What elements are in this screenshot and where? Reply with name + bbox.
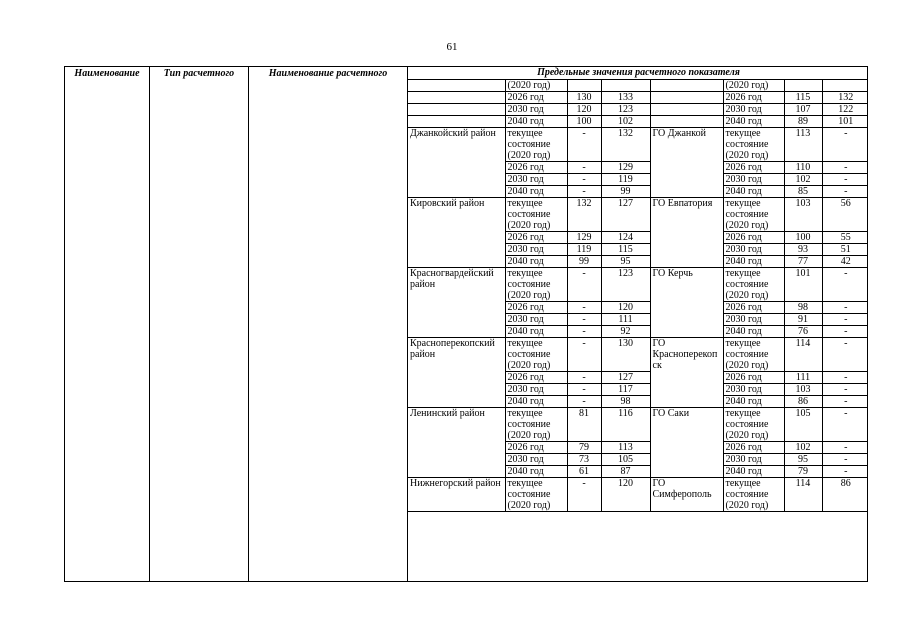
value-cell: 99: [567, 256, 601, 268]
value-cell: 86: [822, 478, 868, 512]
table-cell: (2020 год): [505, 80, 567, 92]
value-cell: 73: [567, 454, 601, 466]
table-cell: 2040 год: [723, 116, 784, 128]
value-cell: 98: [601, 396, 650, 408]
table-row: [408, 116, 868, 128]
district-name-cell: Ленинский район: [408, 408, 505, 478]
column-indicator: [249, 67, 408, 581]
value-cell: 56: [822, 198, 868, 232]
page-number: 61: [446, 41, 458, 53]
value-cell: 120: [601, 478, 650, 512]
table-row: [408, 92, 868, 104]
value-cell: 99: [601, 186, 650, 198]
period-cell: 2030 год: [505, 314, 567, 326]
column-type: [150, 67, 249, 581]
value-cell: 114: [784, 338, 822, 372]
value-cell: 105: [601, 454, 650, 466]
document-table: [64, 66, 868, 582]
city-name-cell: ГО Евпатория: [650, 198, 723, 268]
city-name-cell: ГО Керчь: [650, 268, 723, 338]
value-cell: -: [567, 302, 601, 314]
value-cell: 132: [567, 198, 601, 232]
table-cell: [822, 80, 868, 92]
limit-values-area: [408, 67, 868, 581]
value-cell: -: [567, 478, 601, 512]
column-header-indicator: Наименование расчетного: [268, 68, 388, 79]
value-cell: 100: [784, 232, 822, 244]
value-cell: -: [822, 454, 868, 466]
table-cell: [601, 80, 650, 92]
value-cell: -: [567, 326, 601, 338]
value-cell: 95: [784, 454, 822, 466]
table-cell: (2020 год): [723, 80, 784, 92]
table-cell: [408, 116, 505, 128]
table-cell: [408, 80, 505, 92]
value-cell: 95: [601, 256, 650, 268]
value-cell: -: [567, 372, 601, 384]
table-row: [408, 478, 868, 512]
table-cell: 120: [567, 104, 601, 116]
value-cell: 93: [784, 244, 822, 256]
period-cell: 2026 год: [723, 302, 784, 314]
table-cell: [408, 92, 505, 104]
value-cell: -: [567, 162, 601, 174]
value-cell: -: [822, 302, 868, 314]
table-cell: [650, 80, 723, 92]
table-row: [408, 338, 868, 372]
value-cell: -: [567, 314, 601, 326]
period-cell: текущее состояние (2020 год): [505, 268, 567, 302]
table-cell: 133: [601, 92, 650, 104]
district-name-cell: Красногвардейский район: [408, 268, 505, 338]
value-cell: 81: [567, 408, 601, 442]
value-cell: -: [822, 174, 868, 186]
period-cell: 2030 год: [723, 174, 784, 186]
period-cell: 2030 год: [723, 454, 784, 466]
value-cell: 113: [601, 442, 650, 454]
period-cell: 2030 год: [505, 454, 567, 466]
table-cell: 101: [822, 116, 868, 128]
period-cell: 2040 год: [723, 186, 784, 198]
period-cell: 2040 год: [723, 466, 784, 478]
period-cell: текущее состояние (2020 год): [723, 408, 784, 442]
period-cell: 2026 год: [505, 162, 567, 174]
value-cell: -: [567, 128, 601, 162]
table-cell: 2030 год: [505, 104, 567, 116]
value-cell: 111: [601, 314, 650, 326]
value-cell: 119: [601, 174, 650, 186]
value-cell: 98: [784, 302, 822, 314]
table-row: [408, 80, 868, 92]
table-cell: 2026 год: [505, 92, 567, 104]
period-cell: 2040 год: [505, 186, 567, 198]
value-cell: 92: [601, 326, 650, 338]
period-cell: 2040 год: [723, 396, 784, 408]
value-cell: 120: [601, 302, 650, 314]
table-cell: 132: [822, 92, 868, 104]
table-cell: 122: [822, 104, 868, 116]
value-cell: 110: [784, 162, 822, 174]
value-cell: 55: [822, 232, 868, 244]
value-cell: -: [567, 384, 601, 396]
period-cell: 2040 год: [505, 326, 567, 338]
city-name-cell: ГО Саки: [650, 408, 723, 478]
value-cell: 105: [784, 408, 822, 442]
table-cell: [567, 80, 601, 92]
value-cell: 103: [784, 198, 822, 232]
table-cell: 115: [784, 92, 822, 104]
table-cell: 102: [601, 116, 650, 128]
value-cell: -: [822, 396, 868, 408]
city-name-cell: ГО Симферополь: [650, 478, 723, 512]
value-cell: 119: [567, 244, 601, 256]
period-cell: текущее состояние (2020 год): [723, 268, 784, 302]
period-cell: 2026 год: [723, 372, 784, 384]
table-cell: [650, 92, 723, 104]
value-cell: -: [822, 384, 868, 396]
value-cell: -: [822, 314, 868, 326]
value-cell: -: [822, 162, 868, 174]
value-cell: 130: [601, 338, 650, 372]
period-cell: 2026 год: [723, 232, 784, 244]
column-header-type: Тип расчетного: [163, 68, 235, 79]
value-cell: -: [822, 408, 868, 442]
value-cell: 127: [601, 198, 650, 232]
period-cell: 2040 год: [723, 326, 784, 338]
period-cell: текущее состояние (2020 год): [505, 128, 567, 162]
value-cell: 51: [822, 244, 868, 256]
table-cell: 2030 год: [723, 104, 784, 116]
value-cell: 86: [784, 396, 822, 408]
value-cell: 117: [601, 384, 650, 396]
table-cell: 89: [784, 116, 822, 128]
value-cell: -: [822, 338, 868, 372]
value-cell: 115: [601, 244, 650, 256]
period-cell: 2026 год: [723, 442, 784, 454]
value-cell: 114: [784, 478, 822, 512]
table-cell: 107: [784, 104, 822, 116]
value-cell: 129: [567, 232, 601, 244]
period-cell: текущее состояние (2020 год): [723, 128, 784, 162]
table-cell: [650, 116, 723, 128]
value-cell: -: [567, 268, 601, 302]
period-cell: текущее состояние (2020 год): [723, 478, 784, 512]
district-name-cell: Джанкойский район: [408, 128, 505, 198]
period-cell: 2040 год: [505, 466, 567, 478]
value-cell: -: [567, 186, 601, 198]
value-cell: 127: [601, 372, 650, 384]
table-row: [408, 408, 868, 442]
period-cell: 2030 год: [723, 244, 784, 256]
value-cell: 61: [567, 466, 601, 478]
value-cell: 85: [784, 186, 822, 198]
district-name-cell: Кировский район: [408, 198, 505, 268]
period-cell: 2026 год: [723, 162, 784, 174]
period-cell: текущее состояние (2020 год): [505, 478, 567, 512]
table-cell: 2026 год: [723, 92, 784, 104]
value-cell: 132: [601, 128, 650, 162]
value-cell: 124: [601, 232, 650, 244]
period-cell: 2026 год: [505, 232, 567, 244]
period-cell: текущее состояние (2020 год): [723, 198, 784, 232]
period-cell: 2030 год: [505, 384, 567, 396]
district-name-cell: Нижнегорский район: [408, 478, 505, 512]
period-cell: 2026 год: [505, 302, 567, 314]
value-cell: 77: [784, 256, 822, 268]
table-row: [408, 198, 868, 232]
value-cell: 123: [601, 268, 650, 302]
period-cell: 2030 год: [723, 314, 784, 326]
table-cell: [650, 104, 723, 116]
district-name-cell: Красноперекопский район: [408, 338, 505, 408]
column-name: [65, 67, 150, 581]
period-cell: 2030 год: [505, 174, 567, 186]
value-cell: -: [567, 396, 601, 408]
column-header-name: Наименование: [74, 68, 140, 79]
value-cell: 79: [567, 442, 601, 454]
value-cell: -: [822, 326, 868, 338]
value-cell: -: [822, 372, 868, 384]
value-cell: -: [567, 338, 601, 372]
value-cell: -: [822, 268, 868, 302]
period-cell: текущее состояние (2020 год): [505, 338, 567, 372]
value-cell: 111: [784, 372, 822, 384]
value-cell: 129: [601, 162, 650, 174]
table-cell: 100: [567, 116, 601, 128]
table-cell: [408, 104, 505, 116]
table-row: [408, 128, 868, 162]
table-cell: [784, 80, 822, 92]
table-row: [408, 268, 868, 302]
period-cell: 2026 год: [505, 372, 567, 384]
limit-values-table: [408, 80, 868, 512]
value-cell: 101: [784, 268, 822, 302]
table-cell: 123: [601, 104, 650, 116]
period-cell: 2040 год: [723, 256, 784, 268]
table-cell: 2040 год: [505, 116, 567, 128]
value-cell: 103: [784, 384, 822, 396]
value-cell: 91: [784, 314, 822, 326]
value-cell: -: [822, 442, 868, 454]
value-cell: 87: [601, 466, 650, 478]
table-row: [408, 104, 868, 116]
period-cell: 2026 год: [505, 442, 567, 454]
value-cell: -: [567, 174, 601, 186]
period-cell: текущее состояние (2020 год): [505, 408, 567, 442]
period-cell: 2040 год: [505, 396, 567, 408]
period-cell: текущее состояние (2020 год): [723, 338, 784, 372]
limit-values-header: Предельные значения расчетного показателя: [408, 67, 868, 80]
period-cell: 2030 год: [505, 244, 567, 256]
city-name-cell: ГО Джанкой: [650, 128, 723, 198]
value-cell: -: [822, 128, 868, 162]
value-cell: 79: [784, 466, 822, 478]
value-cell: 76: [784, 326, 822, 338]
value-cell: 116: [601, 408, 650, 442]
value-cell: -: [822, 186, 868, 198]
period-cell: текущее состояние (2020 год): [505, 198, 567, 232]
value-cell: -: [822, 466, 868, 478]
value-cell: 113: [784, 128, 822, 162]
city-name-cell: ГО Красноперекоп ск: [650, 338, 723, 408]
value-cell: 102: [784, 174, 822, 186]
value-cell: 102: [784, 442, 822, 454]
period-cell: 2040 год: [505, 256, 567, 268]
period-cell: 2030 год: [723, 384, 784, 396]
table-cell: 130: [567, 92, 601, 104]
value-cell: 42: [822, 256, 868, 268]
